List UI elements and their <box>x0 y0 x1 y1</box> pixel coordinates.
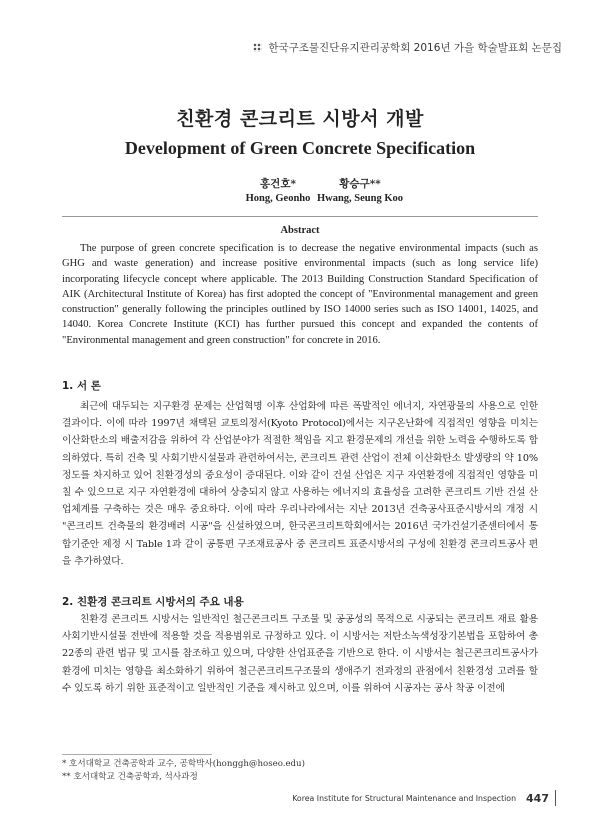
journal-name: 한국구조물진단유지관리공학회 2016년 가을 학술발표회 논문집 <box>268 42 562 54</box>
footnote-rule <box>62 754 212 755</box>
page-number: 447 <box>526 791 549 805</box>
journal-header <box>253 40 562 55</box>
footer-divider <box>555 790 556 806</box>
author-2-english: Hwang, Seung Koo <box>316 193 404 204</box>
section-1-text: 최근에 대두되는 지구환경 문제는 산업혁명 이후 산업화에 따른 폭발적인 에너지, 자연광물의 사용으로 인한 결과이다. 이에 따라 1997년 채택된 교토의정서(Kyoto Protocol)에서는 지구온난화에 직접적인 영향을 미치는 이산화탄소의 배출저감을 위하여 각 산업분야가 적절한 책임을 지고 환경문제의 개선을 위한 노력을 수행하도록 합의하였다. 특히 건축 및 사회기반시설물과 관련하여서는, 콘크리트 관련 산업이 전체 이산화탄소 발생량의 약 10%정도를 차지하고 있어 친환경성의 중요성이 증대된다. 이와 같이 건설 산업은 지구 자연환경에 직접적인 영향을 미칠 수 있으므로 지구 자연환경에 대하여 상충되지 않고 사용하는 에너지의 효율성을 고려한 콘크리트 기반 건설 산업체계를 구축하는 것은 매우 중요하다. 이에 따라 우리나라에서는 지난 2013년 건축공사표준시방서의 개정 시 "콘크리트 건축물의 환경배려 시공"을 신설하였으며, 한국콘크리트학회에서는 2016년 국가건설기준센터에서 통합기준안 제정 시 Table 1과 같이 공통편 구조재료공사 중 콘크리트 표준시방서의 구성에 친환경 콘크리트공사 편을 추가하였다. <box>62 401 538 567</box>
title-korean: 친환경 콘크리트 시방서 개발 <box>176 108 424 130</box>
footnote-2: ** 호서대학교 건축공학과, 석사과정 <box>62 772 198 782</box>
title-english: Development of Green Concrete Specification <box>124 138 476 158</box>
footer-organization: Korea Institute for Structural Maintenance and Inspection <box>292 793 517 803</box>
author-2-korean: 황승구** <box>339 178 381 190</box>
divider-rule <box>62 216 538 217</box>
page-footer <box>292 790 562 806</box>
abstract-heading: Abstract <box>280 225 320 236</box>
section-2-text: 친환경 콘크리트 시방서는 일반적인 철근콘크리트 구조물 및 공공성의 목적으로 시공되는 콘크리트 재료 활용 사회기반시설물 전반에 적용할 것을 적용범위로 규정하고 있다. 이 시방서는 저탄소녹색성장기본법을 포함하여 총 22종의 관련 법규 및 고시를 참조하고 있으며, 다양한 산업표준을 기반으로 한다. 이 시방서는 철근콘크리트공사가 환경에 미치는 영향을 최소화하기 위하여 철근콘크리트구조물의 생애주기 전과정의 관점에서 친환경성 고려를 할 수 있도록 하기 위한 표준적이고 일반적인 기준을 제시하고 있으며, 이를 위하여 시공자는 공사 착공 이전에 <box>62 614 538 694</box>
footnote-1: * 호서대학교 건축공학과 교수, 공학박사(honggh@hoseo.edu) <box>62 759 305 769</box>
author-2 <box>290 176 430 204</box>
author-1-korean: 홍건호* <box>260 178 296 190</box>
abstract-text: The purpose of green concrete specification is to decrease the negative environmental impacts (such as GHG and waste generation) and increase positive environmental impacts (such as long service life) incorporating lifecycle concept where applicable. The 2013 Building Construction Standard Specification of AIK (Architectural Institute of Korea) has first adopted the concept of "Environmental management and green construction" generally following the principles outlined by ISO 14000 series such as ISO 14001, 14025, and 14040. Korea Concrete Institute (KCI) has further pursued this concept and expanded the contents of "Environmental management and green construction" for concrete in 2016. <box>62 243 538 346</box>
journal-logo-icon <box>253 43 262 52</box>
footnotes <box>62 758 305 784</box>
author-1-english: Hong, Geonho <box>245 193 311 204</box>
section-1-heading: 1. 서 론 <box>62 380 101 392</box>
section-2-heading: 2. 친환경 콘크리트 시방서의 주요 내용 <box>62 596 244 608</box>
